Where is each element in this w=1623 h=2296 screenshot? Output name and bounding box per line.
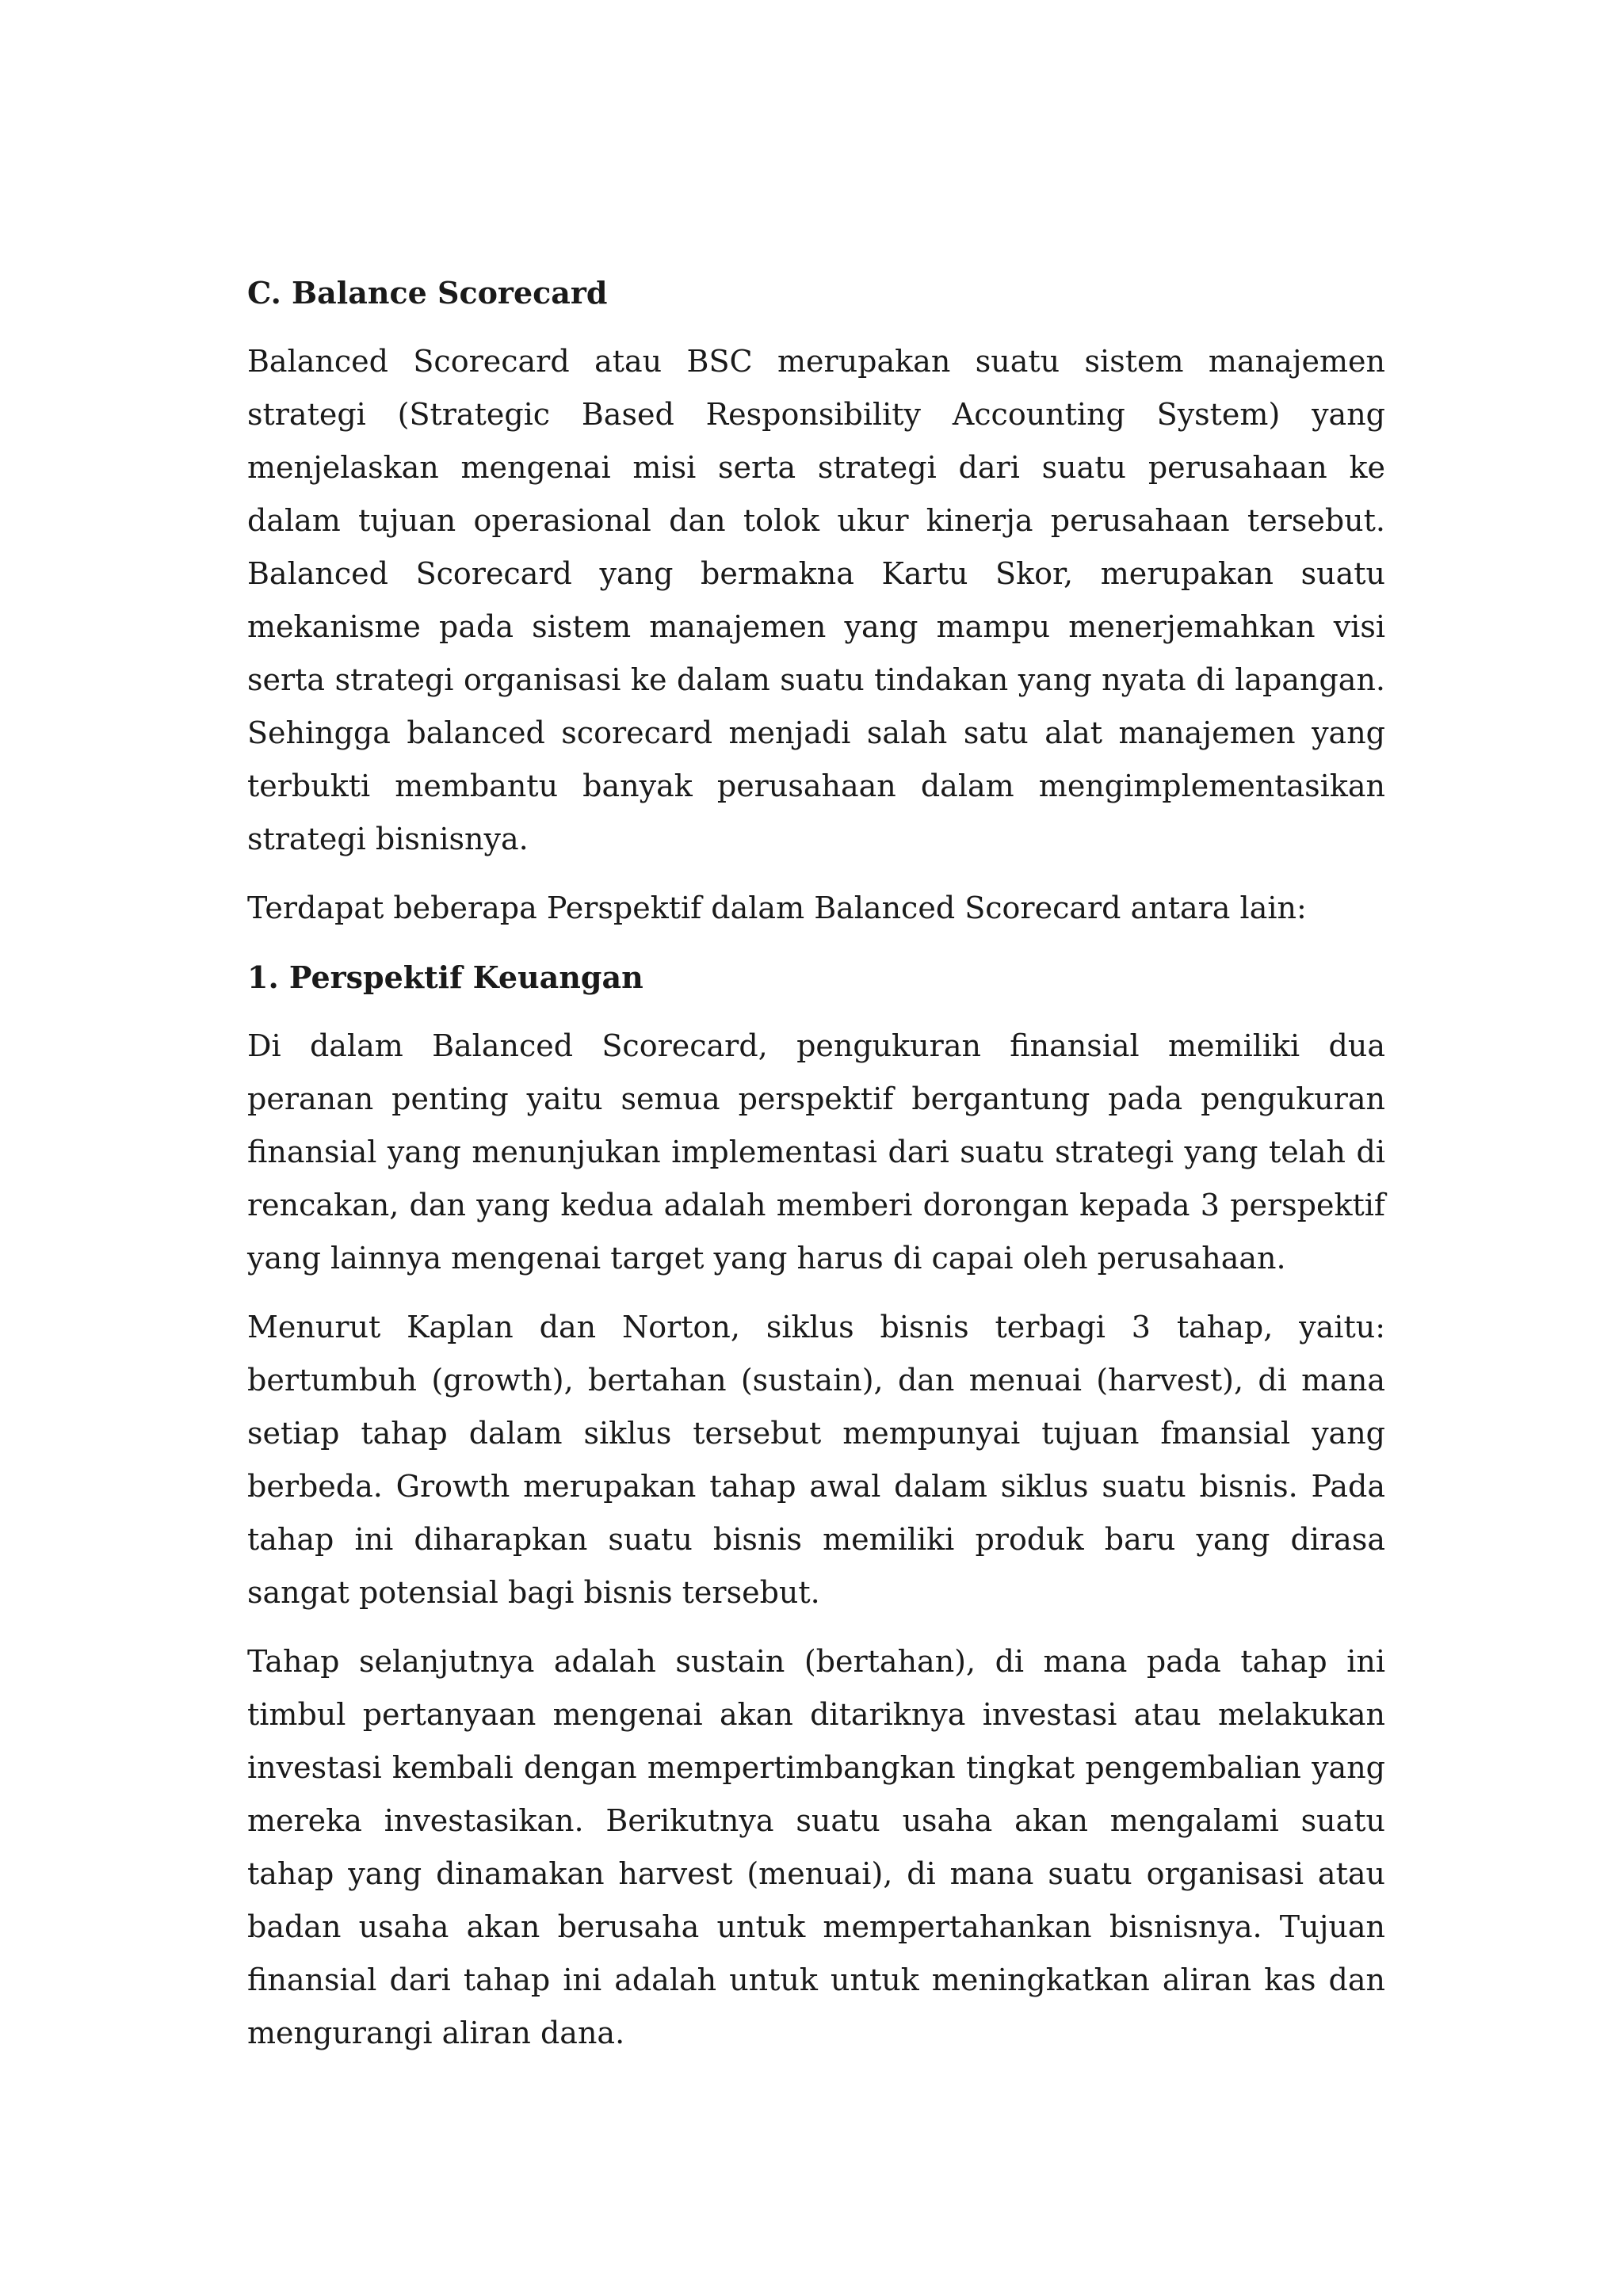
section-heading: C. Balance Scorecard — [247, 275, 608, 311]
sustain-harvest-paragraph: Tahap selanjutnya adalah sustain (bertahan), di mana pada tahap ini timbul pertanyaan mengenai akan ditariknya investasi atau melakukan investasi kembali dengan mempertimbangkan tingkat pengembalian yang mereka investasikan. Berikutnya suatu usaha akan mengalami suatu tahap yang dinamakan harvest (menuai), di mana suatu organisasi atau badan usaha akan berusaha untuk mempertahankan bisnisnya. Tujuan finansial dari tahap ini adalah untuk untuk meningkatkan aliran kas dan mengurangi aliran dana. — [247, 1644, 1385, 2050]
subsection-heading: 1. Perspektif Keuangan — [247, 959, 643, 995]
intro-paragraph: Balanced Scorecard atau BSC merupakan suatu sistem manajemen strategi (Strategic Based Responsibility Accounting System) yang menjelaskan mengenai misi serta strategi dari suatu perusahaan ke dalam tujuan operasional dan tolok ukur kinerja perusahaan tersebut. Balanced Scorecard yang bermakna Kartu Skor, merupakan suatu mekanisme pada sistem manajemen yang mampu menerjemahkan visi serta strategi organisasi ke dalam suatu tindakan yang nyata di lapangan. Sehingga balanced scorecard menjadi salah satu alat manajemen yang terbukti membantu banyak perusahaan dalam mengimplementasikan strategi bisnisnya. — [247, 344, 1385, 856]
financial-paragraph: Di dalam Balanced Scorecard, pengukuran finansial memiliki dua peranan penting yaitu semua perspektif bergantung pada pengukuran finansial yang menunjukan implementasi dari suatu strategi yang telah di rencakan, dan yang kedua adalah memberi dorongan kepada 3 perspektif yang lainnya mengenai target yang harus di capai oleh perusahaan. — [247, 1028, 1385, 1276]
business-cycle-paragraph: Menurut Kaplan dan Norton, siklus bisnis terbagi 3 tahap, yaitu: bertumbuh (growth), bertahan (sustain), dan menuai (harvest), di mana setiap tahap dalam siklus tersebut mempunyai tujuan fmansial yang berbeda. Growth merupakan tahap awal dalam siklus suatu bisnis. Pada tahap ini diharapkan suatu bisnis memiliki produk baru yang dirasa sangat potensial bagi bisnis tersebut. — [247, 1310, 1385, 1610]
perspectives-lead-paragraph: Terdapat beberapa Perspektif dalam Balanced Scorecard antara lain: — [247, 891, 1307, 925]
document-body — [247, 266, 1385, 2060]
